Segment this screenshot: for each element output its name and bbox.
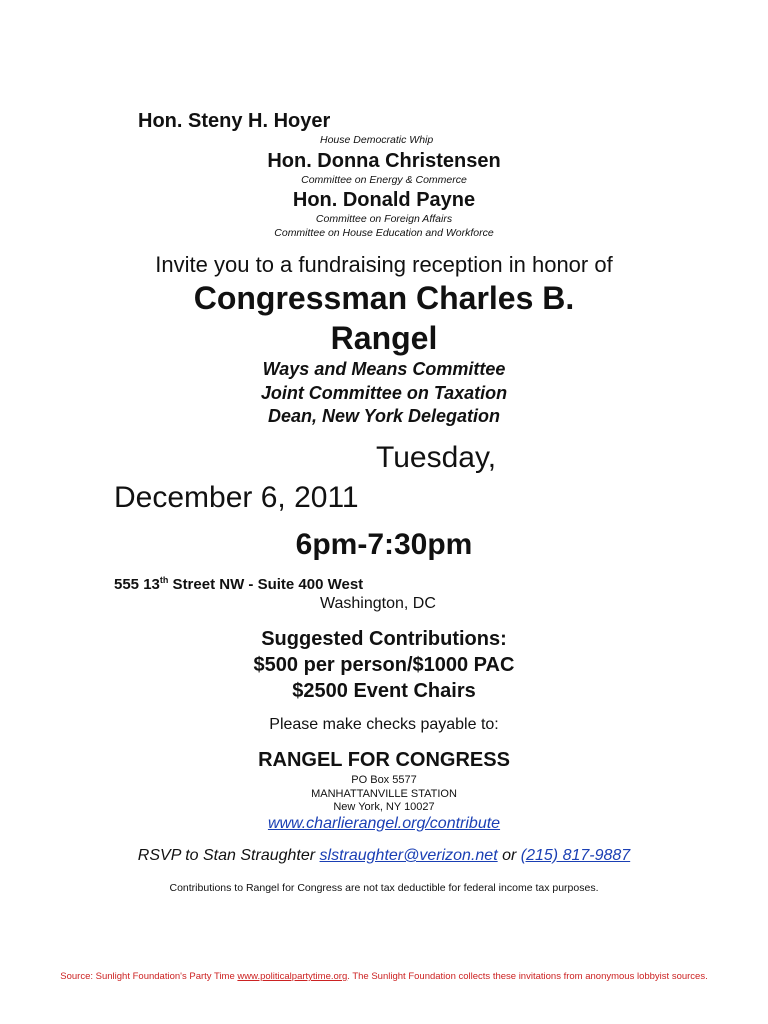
- honoree-name-line1: Congressman Charles B.: [193, 280, 575, 316]
- payable-addr-1: PO Box 5577: [351, 774, 417, 786]
- address-street: Street NW - Suite 400 West: [168, 576, 364, 593]
- host-title-payne-2: Committee on House Education and Workforce: [274, 227, 494, 239]
- honoree-title-1: Ways and Means Committee: [262, 359, 506, 379]
- payable-addr-2: MANHATTANVILLE STATION: [311, 788, 457, 800]
- contribute-link-wrap: [0, 815, 768, 833]
- honoree-title-3: Dean, New York Delegation: [267, 406, 501, 426]
- event-city: Washington, DC: [320, 595, 436, 612]
- contribute-link[interactable]: www.charlierangel.org/contribute: [267, 815, 501, 832]
- honoree-name-line2: Rangel: [330, 320, 438, 356]
- invite-intro: Invite you to a fundraising reception in honor of: [155, 252, 613, 277]
- contributions-line2: $2500 Event Chairs: [292, 680, 476, 702]
- rsvp-phone-link[interactable]: (215) 817-9887: [520, 847, 631, 864]
- event-time: 6pm-7:30pm: [295, 528, 473, 561]
- host-name-payne: Hon. Donald Payne: [292, 189, 476, 211]
- rsvp-or: or: [497, 847, 521, 864]
- host-title-hoyer: House Democratic Whip: [320, 134, 434, 146]
- rsvp-line: [0, 847, 768, 865]
- honoree-title-2: Joint Committee on Taxation: [260, 383, 508, 403]
- footer-suffix: . The Sunlight Foundation collects these invitations from anonymous lobbyist sources.: [347, 971, 708, 982]
- payable-addr-3: New York, NY 10027: [333, 801, 435, 813]
- host-name-christensen: Hon. Donna Christensen: [267, 150, 501, 172]
- host-title-christensen: Committee on Energy & Commerce: [301, 174, 467, 186]
- host-title-payne-1: Committee on Foreign Affairs: [315, 213, 453, 225]
- rsvp-prefix: RSVP to Stan Straughter: [137, 847, 320, 864]
- event-day: Tuesday,: [376, 441, 497, 474]
- contributions-heading: Suggested Contributions:: [261, 628, 507, 650]
- rsvp-email-link[interactable]: slstraughter@verizon.net: [319, 847, 498, 864]
- tax-disclaimer: Contributions to Rangel for Congress are not tax deductible for federal income tax purposes.: [169, 882, 599, 894]
- footer-prefix: Source: Sunlight Foundation's Party Time: [60, 971, 238, 982]
- event-address: [114, 575, 363, 593]
- footer-source-link[interactable]: www.politicalpartytime.org: [237, 971, 348, 982]
- payable-name: RANGEL FOR CONGRESS: [258, 749, 510, 771]
- host-name-hoyer: Hon. Steny H. Hoyer: [138, 110, 331, 132]
- payable-label: Please make checks payable to:: [269, 716, 499, 733]
- address-ordinal: th: [159, 575, 169, 585]
- contributions-line1: $500 per person/$1000 PAC: [253, 654, 515, 676]
- address-number: 555 13: [114, 576, 160, 593]
- source-footer: [0, 971, 768, 982]
- event-date: December 6, 2011: [114, 481, 359, 514]
